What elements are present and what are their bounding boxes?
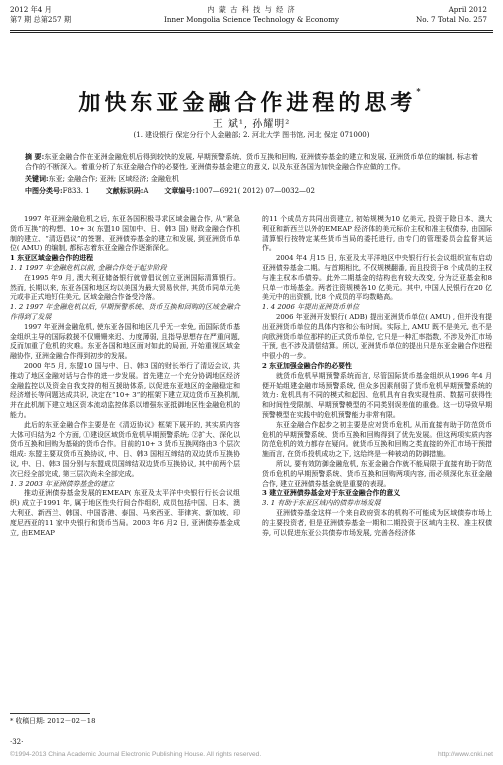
abstract: 摘 要:东亚金融合作在亚洲金融危机后得到较快的发展, 早期预警系统、货币互换和回购, 亚洲债券基金的建立和发展, 亚洲货币单位的编制, 标志着合作的不断深入。着重分析了东亚金融合作的必要性, 亚洲债券基金建立的意义, 以及东亚各国为加快金融合作应做的工作。 [25, 152, 478, 171]
section-heading: 3. 1 有助于东亚区域内的债券市场发展 [262, 499, 381, 508]
section-heading: 2 东亚加强金融合作的必要性 [262, 361, 352, 370]
paragraph: 的11 个成员方共同出资建立, 初始规模为10 亿美元, 投资于除日本、澳大利亚和新西兰以外的EMEAP 经济体的美元标价主权和准主权债券, 由国际清算银行按特定某些货币当局的委托进行, 由专门的管理委员会监督其运作。 [262, 215, 492, 253]
header-rule-thin [10, 32, 493, 33]
article-title: 加快东亚金融合作进程的思考* [78, 86, 425, 116]
paragraph: 1997 年亚洲金融危机之后, 东亚各国积极寻求区域金融合作, 从“紧急货币互换”的构想、10+ 3( 东盟10 国加中、日、韩3 国) 财政金融合作机制的建立、“清迈倡议”的签署、亚洲债券基金的建立和发展, 到亚洲货币单位( AMU) 的编制, 都标志着东亚金融合作逐渐深化。 [10, 215, 240, 253]
paragraph: 2006 年亚洲开发银行( ADB) 提出亚洲货币单位( AMU) , 但并没有提出亚洲货币单位的具体内容和公布时间。实际上, AMU 既不是美元, 也不是向欧洲货币单位那样的正式货币单位, 它只是一种汇率指数, 不涉及外汇市场干预, 也不涉及清偿结算。所以, 亚洲货币单位的提出只是东亚金融合作进程中很小的一步。 [262, 312, 492, 361]
running-header [0, 0, 503, 34]
copyright-line: ©1994-2013 China Academic Journal Electronic Publishing House. All rights reserved. http://www.cnki.net [10, 751, 493, 758]
paragraph: 东亚金融合作起步之初主要是应对货币危机, 从而直接有助于防范货币危机的早期预警系统、货币互换和回购得到了优先发展。但这两项实质内容防范危机的效力都存在疑问。就货币互换和回购之类直接的外汇市场干预措施而言, 在货币投机成功之下, 这给终是一种被动的防御措施。 [262, 420, 492, 459]
paragraph: 1997 年亚洲金融危机, 使东亚各国和地区几乎无一幸免, 而国际货币基金组织主导的国际救援不仅姗姗来迟、力度薄弱, 且指导思想存在严重问题, 反而加重了危机的灾难。东亚各国和地区面对如此的局面, 开始重视区域金融协作, 亚洲金融合作得到初步的发展。 [10, 322, 240, 361]
header-left: 2012 年4 月 第7 期 总第257 期 [10, 5, 72, 24]
paragraph: 亚洲债券基金这样一个来自政府资本的机构不可能成为区域债券市场上的主要投资者, 但是亚洲债券基金一期和二期投资于区域内主权、准主权债券, 可以促进东亚公共债券市场发展, 完善各经济体 [262, 508, 492, 537]
paragraph: 此后的东亚金融合作主要是在《清迈协议》框架下展开的, 其实质内容大体可归结为2 个方面, ①建设区域货币危机早期预警系统; ②扩大、深化以货币互换和回购为基础的货币合作。目前的10+ 3 货币互换网络由3 个层次组成: 东盟主要双货币互换协议, 中、日、韩3 国相互缔结的双边货币互换协议, 中、日、韩3 国分别与东盟成员国缔结双边货币互换协议, 其中前两个层次已经全部完成, 第三层次尚未全部完成。 [10, 420, 240, 478]
keywords: 关键词:东亚; 金融合作; 亚洲; 区域经济; 金融危机 [25, 174, 179, 184]
page-number: ·32· [10, 738, 24, 746]
paragraph: 2004 年4 月15 日, 东亚及太平洋地区中央银行行长会议组织宣布启动亚洲债券基金二期。与首期相比, 不仅规模翻番, 而且投资于8 个成员的主权与准主权本币债券。此外二期基金的结构也有较大改变, 分为泛亚基金和8 只单一市场基金。两者注资规模各10 亿美元。其中, 中国人民银行在20 亿美元中的出资额, 比8 个成员的平均数略高。 [262, 254, 492, 302]
section-heading: 1 东亚区域金融合作的进程 [10, 254, 93, 263]
body-column-right [262, 215, 492, 538]
title-footnote-mark: * [416, 86, 425, 96]
header-rule [10, 30, 493, 31]
header-center: 内 蒙 古 科 技 与 经 济 Inner Mongolia Science Technology & Economy [164, 5, 339, 24]
body-column-left [10, 215, 240, 538]
header-right: April 2012 No. 7 Total No. 257 [415, 5, 487, 24]
section-heading: 1. 1 1997 年金融危机以前, 金融合作处于起步阶段 [10, 263, 167, 272]
footnote: * 收稿日期: 2012－02－18 [10, 713, 240, 726]
section-heading: 1. 2 1997 年金融危机以后, 早期预警系统、货币互换和回购的区域金融合作得到了发展 [10, 303, 240, 321]
section-heading: 3 建立亚洲债券基金对于东亚金融合作的意义 [262, 489, 401, 498]
article-affiliation: (1. 建设银行 保定分行个人金融部; 2. 河北大学 图书馆, 河北 保定 071000) [133, 131, 370, 139]
classification-line: 中图分类号:F833. 1 文献标识码:A 文章编号:1007—6921( 2012) 07—0032—02 [25, 185, 315, 195]
abstract-block [25, 152, 478, 196]
paragraph: 2000 年5 月, 东盟10 国与中、日、韩3 国的财长举行了清迈会议, 共推动了地区金融对话与合作的进一步发展。首先建立一个充分协调地区经济金融监控以及资金自我支持的相互援助体系, 以促进东亚地区的金融稳定和经济增长等问题达成共识, 决定在“10+ 3”的框架下建立双边货币互换机制, 并在此机制下建立地区资本流动监控体系以增强东亚抵御地区性金融危机的能力。 [10, 361, 240, 419]
section-heading: 1. 3 2003 年亚洲债券基金的建立 [10, 479, 114, 488]
section-heading: 1. 4 2006 年提出亚洲货币单位 [262, 303, 360, 312]
paragraph: 在1995 年9 月, 澳大利亚储备银行就曾倡议创立亚洲国际清算银行。然而, 长期以来, 东亚各国和地区均以美国为最大贸易伙伴, 其货币同单元美元或非正式地钉住美元, 区域金融合作备受冷落。 [10, 273, 240, 302]
article-authors: 王 斌¹, 孙耀明² [212, 119, 291, 130]
paragraph: 就货币危机早期预警系统而言, 尽管国际货币基金组织从1996 年4 月便开始组建金融市场预警系统, 但众多因素削弱了货币危机早期预警系统的效力: 危机具有不同的模式和起因、危机具有自我实现性质、数据可获得性和时间性受限制、早期预警模型的不同类别误差值的重叠。这一切导致早期预警模型在实践中的危机预警能力非常有限。 [262, 371, 492, 419]
paragraph: 所以, 要有效防御金融危机, 东亚金融合作就不能局限于直接有助于防范货币危机的早期预警系统、货币互换和回购两项内容, 而必须深化东亚金融合作, 建立亚洲债券基金就是重要的表现。 [262, 459, 492, 488]
paragraph: 推动亚洲债券基金发展的EMEAP( 东亚及太平洋中央银行行长会议组织) 成立于1991 年, 属于地区性央行间合作组织, 成员包括中国、日本、澳大利亚、新西兰、韩国、中国香港、泰国、马来西亚、菲律宾、新加坡、印度尼西亚的11 家中央银行和货币当局。2003 年6 月2 日, 亚洲债券基金成立, 由EMEAP [10, 489, 240, 537]
footnote-rule [10, 713, 90, 714]
